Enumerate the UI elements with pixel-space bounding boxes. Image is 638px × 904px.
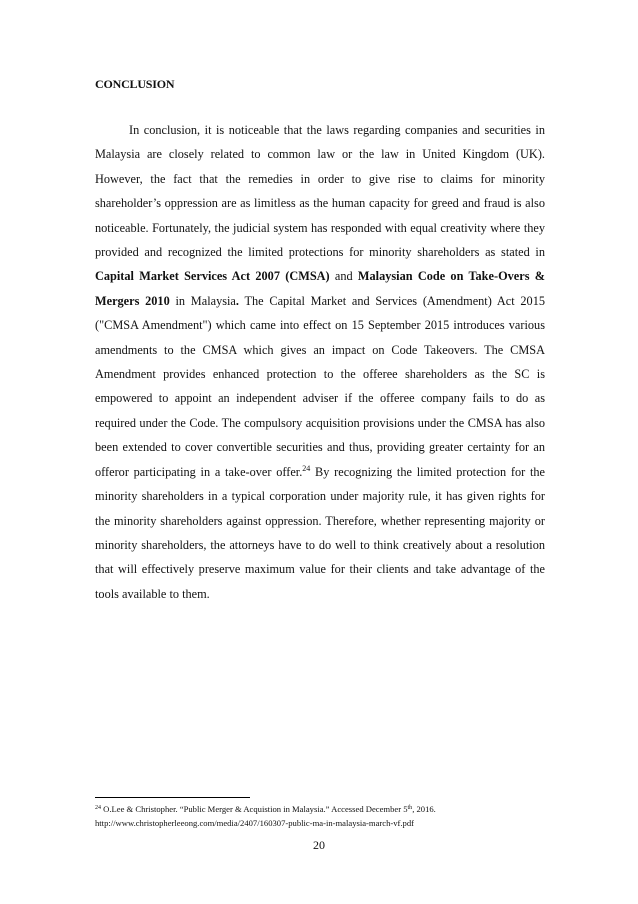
conclusion-paragraph — [95, 118, 545, 606]
conclusion-body — [95, 118, 545, 606]
cmsa-act-title: Capital Market Services Act 2007 (CMSA) — [95, 269, 330, 284]
section-heading: CONCLUSION — [95, 77, 175, 91]
paragraph-text-4: The Capital Market and Services (Amendment) Act 2015 ("CMSA Amendment") which came into effect on 15 September 2015 introduces various amendments to the CMSA which gives an impact on Code Takeovers. The CMSA Amendment provides enhanced protection to the offeree shareholders as the SC is empowered to appoint an independent adviser if the offeree company fails to do as required under the Code. The compulsory acquisition provisions under the CMSA has also been extended to cover convertible securities and thus, providing greater certainty for an offeror participating in a take-over offer. — [95, 293, 545, 479]
bold-period: . — [235, 293, 239, 308]
footnote-url[interactable]: http://www.christopherleeong.com/media/2407/160307-public-ma-in-malaysia-march-vf.pdf — [95, 817, 414, 828]
footnote-divider — [95, 797, 250, 798]
paragraph-text-3: in Malaysia — [169, 293, 236, 308]
footnote-reference[interactable]: 24 — [302, 463, 311, 473]
footnote-text-end: , 2016. — [412, 804, 436, 814]
footnote-date-suffix: th — [407, 805, 413, 811]
footnote-text: O.Lee & Christopher. “Public Merger & Acquistion in Malaysia.” Accessed December 5 — [101, 804, 408, 814]
footnote-number: 24 — [95, 805, 101, 811]
page-number: 20 — [313, 838, 325, 852]
paragraph-text-5: By recognizing the limited protection for the minority shareholders in a typical corporation under majority rule, it has given rights for the minority shareholders against oppression. Therefore, whether representing majority or minority shareholders, the attorneys have to do well to think creatively about a resolution that will effectively preserve maximum value for their clients and take advantage of the tools available to them. — [95, 464, 545, 601]
paragraph-text-1: In conclusion, it is noticeable that the laws regarding companies and securities in Malaysia are closely related to common law or the law in United Kingdom (UK). However, the fact that the remedies in order to give rise to claims for minority shareholder’s oppression are as limitless as the human capacity for greed and fraud is also noticeable. Fortunately, the judicial system has responded with equal creativity where they provided and recognized the limited protections for minority shareholders as stated in — [95, 123, 545, 260]
footnote-citation — [95, 803, 555, 817]
footnote — [95, 803, 555, 830]
paragraph-text-2: and — [329, 269, 358, 284]
takeover-code-title: Malaysian Code on Take-Overs & Mergers 2010 — [95, 269, 545, 308]
